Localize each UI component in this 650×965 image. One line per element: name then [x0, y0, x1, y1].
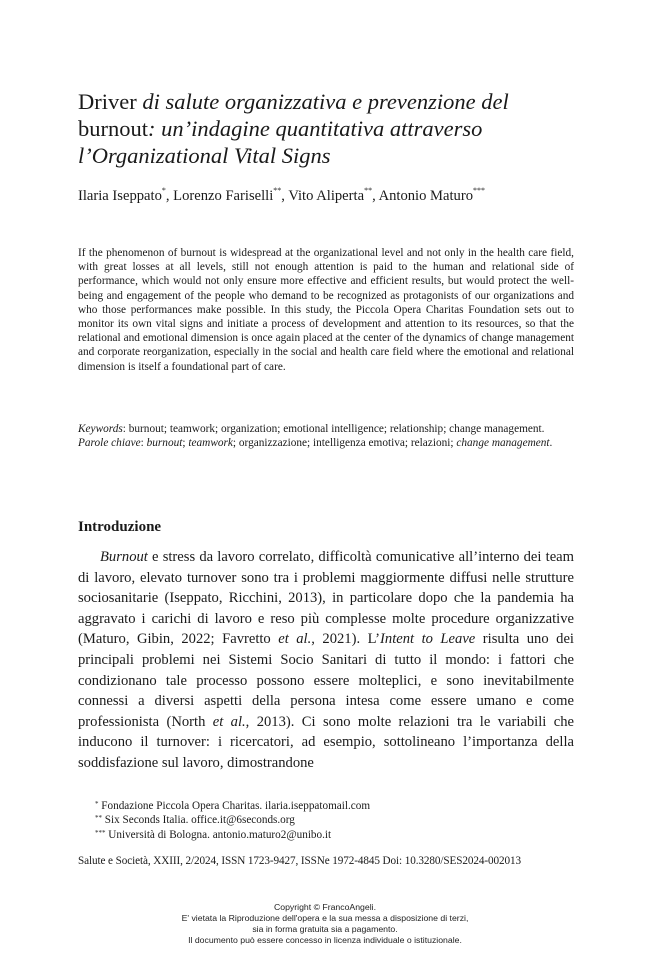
- footnote: [95, 828, 575, 842]
- copyright-line: sia in forma gratuita sia a pagamento.: [252, 924, 398, 934]
- copyright-line: Copyright © FrancoAngeli.: [273, 902, 376, 912]
- keywords-italian: [78, 436, 574, 450]
- affiliation-mark: **: [364, 186, 373, 195]
- footnote-mark: **: [95, 814, 102, 823]
- keywords-label: Keywords: [78, 423, 123, 435]
- author-name: Antonio Maturo: [378, 188, 474, 204]
- body-text-segment: , 2021). L’: [311, 631, 381, 648]
- section-heading: Introduzione: [78, 519, 162, 535]
- author-separator: ,: [281, 188, 289, 204]
- affiliation-mark: *: [161, 186, 166, 195]
- footnote-text: Università di Bologna. antonio.maturo2@unibo.it: [105, 828, 332, 841]
- body-paragraph: [78, 547, 574, 774]
- author-name: Vito Aliperta: [288, 188, 365, 204]
- keyword-teamwork: teamwork: [188, 437, 233, 450]
- author-list: [78, 188, 485, 205]
- keyword-change-management: change management: [456, 437, 550, 450]
- keyword-separator: ;: [182, 437, 189, 450]
- term-burnout: Burnout: [100, 549, 148, 565]
- footnote: [95, 799, 575, 813]
- citation-et-al: et al.: [278, 631, 312, 648]
- abstract: If the phenomenon of burnout is widespread at the organizational level and not only in the health care field, with great losses at all levels, still not enough attention is paid to the human and relational side of performance, which would not only ensure more effective and efficient results, but would protect the well-being and engagement of the people who demand to be recognized as protagonists of our organizations and who those performances make possible. In this study, the Piccola Opera Charitas Foundation sets out to monitor its own vital signs and initiate a process of development and attention to its resources, so that the relational and emotional dimension is once again placed at the center of the dynamics of change management and corporate reorganization, especially in the social and health care field where the emotional and relational dimension is itself a foundational part of care.: [78, 247, 574, 373]
- author-name: Ilaria Iseppato: [78, 188, 162, 204]
- keyword-end: .: [549, 437, 553, 450]
- title-part-2: di salute organizzativa e prevenzione del: [142, 89, 509, 114]
- copyright-line: Il documento può essere concesso in licenza individuale o istituzionale.: [188, 935, 462, 945]
- copyright-notice: [0, 902, 650, 946]
- parole-chiave-label: Parole chiave: [78, 437, 141, 450]
- title-part-4: : un’indagine quantitativa attraverso: [148, 116, 483, 141]
- footnote: [95, 813, 575, 827]
- term-intent-to-leave: Intent to Leave: [380, 631, 476, 648]
- title-part-5: l’Organizational Vital Signs: [78, 143, 331, 168]
- keyword-separator: :: [140, 437, 147, 450]
- author-separator: ,: [372, 188, 379, 204]
- title-part-1: Driver: [78, 89, 143, 114]
- keyword-list: ; organizzazione; intelligenza emotiva; relazioni;: [232, 437, 457, 450]
- author-separator: ,: [165, 188, 174, 204]
- article-title: [78, 88, 578, 169]
- footnote-mark: ***: [95, 828, 106, 837]
- footnote-text: Six Seconds Italia. office.it@6seconds.org: [102, 814, 295, 827]
- keywords-text: : burnout; teamwork; organization; emotional intelligence; relationship; change management.: [122, 423, 545, 435]
- body-text-segment: risulta uno dei principali problemi nei Sistemi Socio Sanitari di tutto il mondo: i fattori che condizionano tale processo possono essere molteplici, e sono inevitabilmente connessi a diversi aspetti della persona intesa come essere umano e come professionista (North: [78, 631, 574, 730]
- body-text-segment: e stress da lavoro correlato, difficoltà comunicative all’interno dei team di lavoro, elevato turnover sono tra i problemi maggiormente diffusi nelle strutture sociosanitarie (Iseppato, Ricchini, 2013), in particolare dopo che la pandemia ha aggravato i carichi di lavoro e reso più complesse molte procedure organizzative (Maturo, Gibin, 2022; Favretto: [78, 549, 574, 648]
- title-part-3: burnout: [78, 116, 148, 141]
- footnote-mark: *: [95, 800, 99, 808]
- footnotes: [95, 799, 575, 842]
- journal-citation: Salute e Società, XXIII, 2/2024, ISSN 1723-9427, ISSNe 1972-4845 Doi: 10.3280/SES2024-002013: [78, 855, 521, 867]
- copyright-line: E' vietata la Riproduzione dell'opera e la sua messa a disposizione di terzi,: [181, 913, 469, 923]
- intro-paragraph: [78, 547, 574, 774]
- affiliation-mark: **: [273, 186, 282, 195]
- keywords-english: [78, 422, 574, 436]
- keyword-burnout: burnout: [146, 437, 183, 450]
- author-name: Lorenzo Fariselli: [173, 188, 274, 204]
- keywords-block: [78, 422, 574, 450]
- footnote-text: Fondazione Piccola Opera Charitas. ilaria.iseppatomail.com: [98, 800, 371, 812]
- citation-et-al: et al.: [212, 713, 246, 730]
- body-text-segment: , 2013). Ci sono molte relazioni tra le variabili che inducono il turnover: i ricercatori, ad esempio, sottolineano l’importanza della soddisfazione sul lavoro, dimostrandone: [78, 713, 574, 771]
- affiliation-mark: ***: [473, 186, 486, 195]
